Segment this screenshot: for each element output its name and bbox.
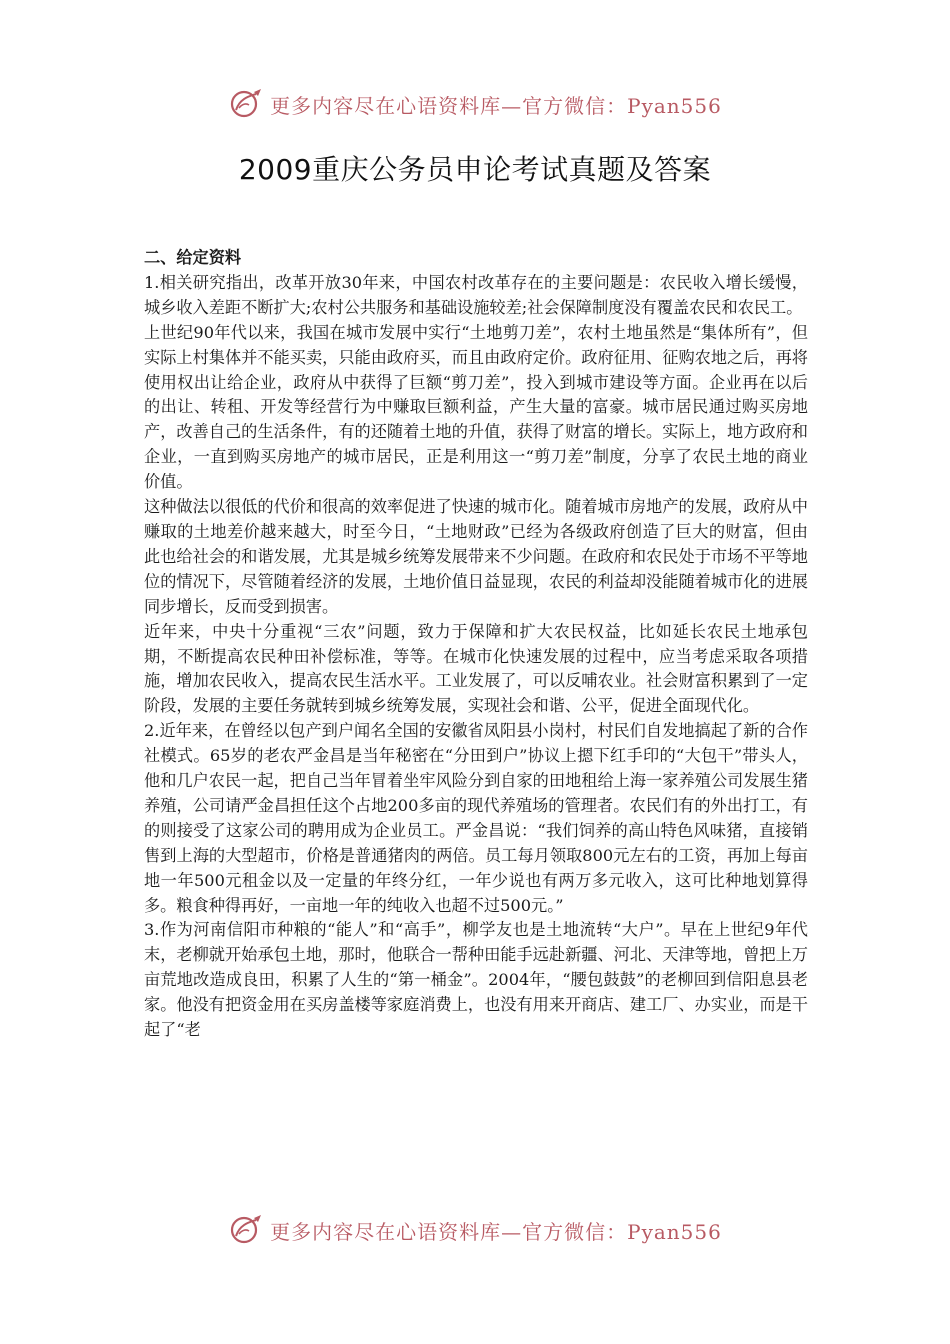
paragraph-3: 这种做法以很低的代价和很高的效率促进了快速的城市化。随着城市房地产的发展，政府从中赚取的土地差价越来越大，时至今日，“土地财政”已经为各级政府创造了巨大的财富，但由此也给社会的和谐发展，尤其是城乡统筹发展带来不少问题。在政府和农民处于市场不平等地位的情况下，尽管随着经济的发展，土地价值日益显现，农民的利益却没能随着城市化的进展同步增长，反而受到损害。: [144, 497, 808, 616]
pen-swirl-logo-icon: [228, 1212, 264, 1248]
watermark-text: 更多内容尽在心语资料库—官方微信：Pyan556: [270, 1219, 722, 1244]
paragraph-2: 上世纪90年代以来，我国在城市发展中实行“土地剪刀差”，农村土地虽然是“集体所有”，但实际上村集体并不能买卖，只能由政府买，而且由政府定价。政府征用、征购农地之后，再将使用权出让给企业，政府从中获得了巨额“剪刀差”，投入到城市建设等方面。企业再在以后的出让、转租、开发等经营行为中赚取巨额利益，产生大量的富豪。城市居民通过购买房地产，改善自己的生活条件，有的还随着土地的升值，获得了财富的增长。实际上，地方政府和企业，一直到购买房地产的城市居民，正是利用这一“剪刀差”制度，分享了农民土地的商业价值。: [144, 322, 808, 492]
pen-swirl-logo-icon: [228, 86, 264, 122]
watermark-header: [0, 84, 950, 124]
paragraph-4: 近年来，中央十分重视“三农”问题，致力于保障和扩大农民权益，比如延长农民土地承包期，不断提高农民种田补偿标准，等等。在城市化快速发展的过程中，应当考虑采取各项措施，增加农民收入，提高农民生活水平。工业发展了，可以反哺农业。社会财富积累到了一定阶段，发展的主要任务就转到城乡统筹发展，实现社会和谐、公平，促进全面现代化。: [144, 621, 808, 716]
paragraph-5: 2.近年来，在曾经以包产到户闻名全国的安徽省凤阳县小岗村，村民们自发地搞起了新的合作社模式。65岁的老农严金昌是当年秘密在“分田到户”协议上摁下红手印的“大包干”带头人，他和几户农民一起，把自己当年冒着坐牢风险分到自家的田地租给上海一家养殖公司发展生猪养殖，公司请严金昌担任这个占地200多亩的现代养殖场的管理者。农民们有的外出打工，有的则接受了这家公司的聘用成为企业员工。严金昌说：“我们饲养的高山特色风味猪，直接销售到上海的大型超市，价格是普通猪肉的两倍。员工每月领取800元左右的工资，再加上每亩地一年500元租金以及一定量的年终分红，一年少说也有两万多元收入，这可比种地划算得多。粮食种得再好，一亩地一年的纯收入也超不过500元。”: [144, 721, 808, 915]
document-body: [144, 246, 808, 1043]
watermark-text: 更多内容尽在心语资料库—官方微信：Pyan556: [270, 93, 722, 118]
watermark-footer: [0, 1210, 950, 1250]
document-title: 2009重庆公务员申论考试真题及答案: [238, 153, 712, 186]
section-heading: 二、给定资料: [144, 248, 242, 267]
paragraph-6: 3.作为河南信阳市种粮的“能人”和“高手”，柳学友也是土地流转“大户”。早在上世纪9年代末，老柳就开始承包土地，那时，他联合一帮种田能手远赴新疆、河北、天津等地，曾把上万亩荒地改造成良田，积累了人生的“第一桶金”。2004年，“腰包鼓鼓”的老柳回到信阳息县老家。他没有把资金用在买房盖楼等家庭消费上，也没有用来开商店、建工厂、办实业，而是干起了“老: [144, 920, 808, 1040]
paragraph-1: 1.相关研究指出，改革开放30年来，中国农村改革存在的主要问题是：农民收入增长缓慢，城乡收入差距不断扩大;农村公共服务和基础设施较差;社会保障制度没有覆盖农民和农民工。: [144, 272, 808, 317]
